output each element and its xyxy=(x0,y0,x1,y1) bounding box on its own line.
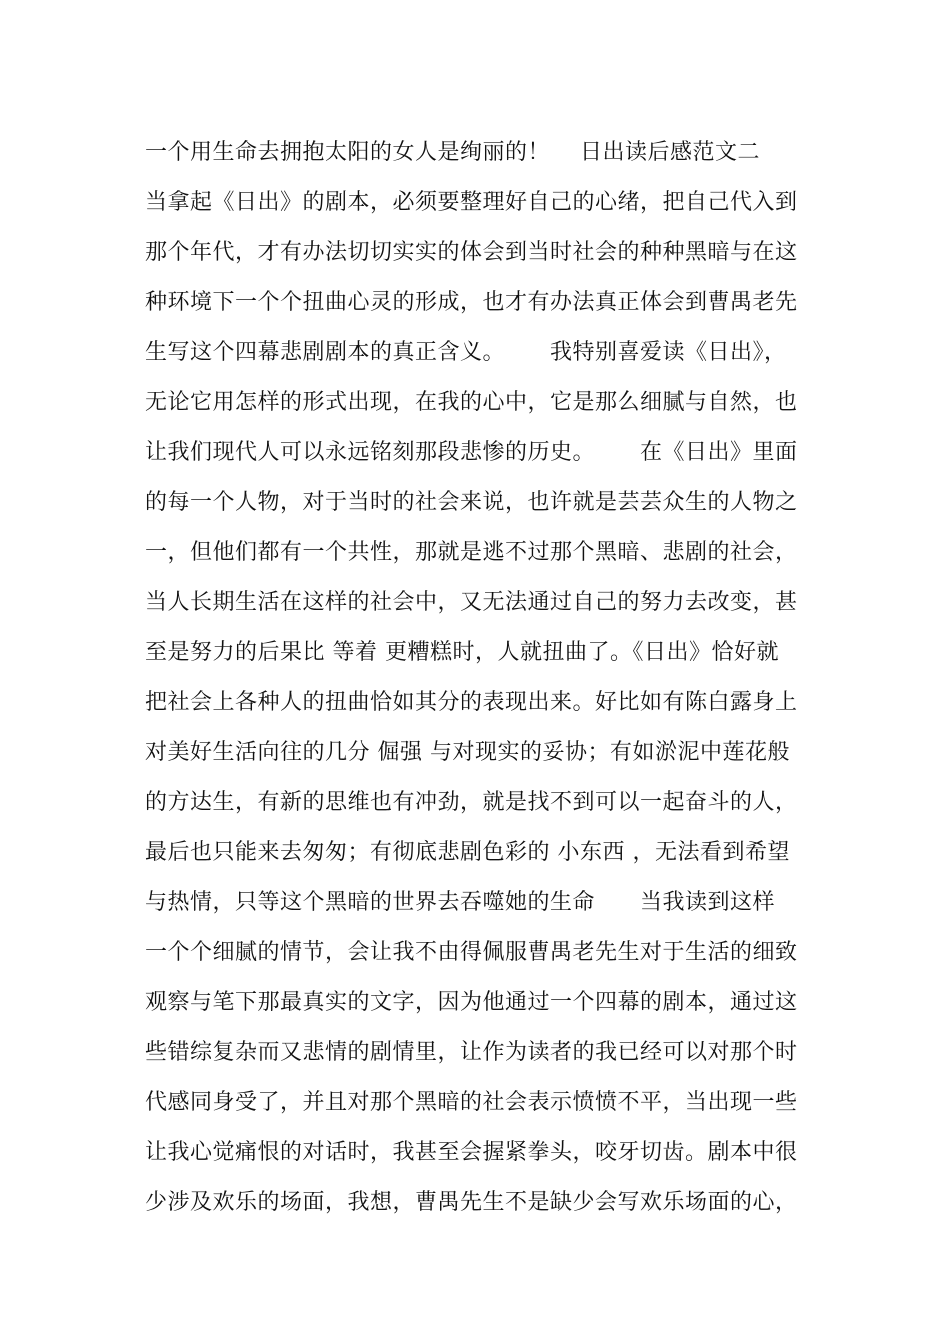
text-line: 的方达生，有新的思维也有冲劲，就是找不到可以一起奋斗的人， xyxy=(145,790,798,815)
text-line: 至是努力的后果比 等着 更糟糕时，人就扭曲了。《日出》恰好就 xyxy=(145,640,779,665)
text-line: 一个个细腻的情节，会让我不由得佩服曹禺老先生对于生活的细致 xyxy=(145,940,798,965)
text-line: 把社会上各种人的扭曲恰如其分的表现出来。好比如有陈白露身上 xyxy=(145,690,798,715)
text-line: 少涉及欢乐的场面，我想，曹禺先生不是缺少会写欢乐场面的心， xyxy=(145,1190,798,1215)
text-line: 那个年代，才有办法切切实实的体会到当时社会的种种黑暗与在这 xyxy=(145,240,798,265)
text-line: 观察与笔下那最真实的文字，因为他通过一个四幕的剧本，通过这 xyxy=(145,990,798,1015)
text-line: 对美好生活向往的几分 倔强 与对现实的妥协；有如淤泥中莲花般 xyxy=(145,740,790,765)
text-line: 与热情，只等这个黑暗的世界去吞噬她的生命 当我读到这样 xyxy=(145,890,775,915)
text-line: 让我心觉痛恨的对话时，我甚至会握紧拳头，咬牙切齿。剧本中很 xyxy=(145,1140,798,1165)
text-line: 的每一个人物，对于当时的社会来说，也许就是芸芸众生的人物之 xyxy=(145,490,798,515)
text-line: 当人长期生活在这样的社会中，又无法通过自己的努力去改变，甚 xyxy=(145,590,798,615)
text-line: 当拿起《日出》的剧本，必须要整理好自己的心绪，把自己代入到 xyxy=(145,190,798,215)
text-line: 最后也只能来去匆匆；有彻底悲剧色彩的 小东西 ，无法看到希望 xyxy=(145,840,790,865)
text-line: 让我们现代人可以永远铭刻那段悲惨的历史。 在《日出》里面 xyxy=(145,440,798,465)
text-line: 一，但他们都有一个共性，那就是逃不过那个黑暗、悲剧的社会， xyxy=(145,540,798,565)
text-line: 些错综复杂而又悲情的剧情里，让作为读者的我已经可以对那个时 xyxy=(145,1040,798,1065)
text-line: 生写这个四幕悲剧剧本的真正含义。 我特别喜爱读《日出》， xyxy=(145,340,787,365)
body-text xyxy=(145,136,810,1236)
text-line: 种环境下一个个扭曲心灵的形成，也才有办法真正体会到曹禺老先 xyxy=(145,290,798,315)
text-line: 代感同身受了，并且对那个黑暗的社会表示愤愤不平，当出现一些 xyxy=(145,1090,798,1115)
text-line: 无论它用怎样的形式出现，在我的心中，它是那么细腻与自然，也 xyxy=(145,390,798,415)
text-line: 一个用生命去拥抱太阳的女人是绚丽的！ 日出读后感范文二 xyxy=(145,140,760,165)
